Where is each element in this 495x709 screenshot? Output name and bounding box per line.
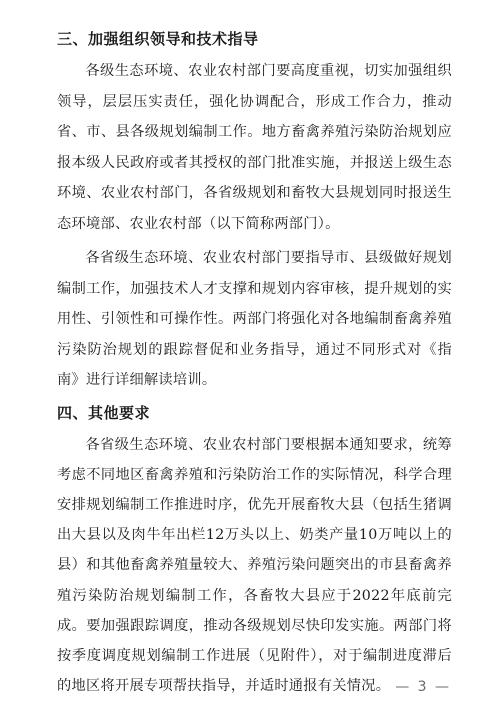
document-body bbox=[57, 26, 452, 705]
section-4-paragraph-1: 各省级生态环境、农业农村部门要根据本通知要求，统筹考虑不同地区畜禽养殖和污染防治工作的实际情况，科学合理安排规划编制工作推进时序，优先开展畜牧大县（包括生猪调出大县以及肉牛年出栏12万头以上、奶类产量10万吨以上的县）和其他畜禽养殖量较大、养殖污染问题突出的市县畜禽养殖污染防治规划编制工作，各畜牧大县应于2022年底前完成。要加强跟踪调度，推动各级规划尽快印发实施。两部门将按季度调度规划编制工作进展（见附件），对于编制进度滞后的地区将开展专项帮扶指导，并适时通报有关情况。 bbox=[57, 436, 452, 695]
section-4-heading: 四、其他要求 bbox=[57, 403, 151, 422]
section-3-paragraph-2: 各省级生态环境、农业农村部门要指导市、县级做好规划编制工作，加强技术人才支撑和规划内容审核，提升规划的实用性、引领性和可操作性。两部门将强化对各地编制畜禽养殖污染防治规划的跟踪督促和业务指导，通过不同形式对《指南》进行详细解读培训。 bbox=[57, 250, 452, 388]
section-3-heading: 三、加强组织领导和技术指导 bbox=[57, 30, 259, 48]
section-3-paragraph-1: 各级生态环境、农业农村部门要高度重视，切实加强组织领导，层层压实责任，强化协调配合，形成工作合力，推动省、市、县各级规划编制工作。地方畜禽养殖污染防治规划应报本级人民政府或者其授权的部门批准实施，并报送上级生态环境、农业农村部门，各省级规划和畜牧大县规划同时报送生态环境部、农业农村部（以下简称两部门）。 bbox=[57, 63, 452, 232]
page-number: — 3 — bbox=[395, 679, 451, 695]
